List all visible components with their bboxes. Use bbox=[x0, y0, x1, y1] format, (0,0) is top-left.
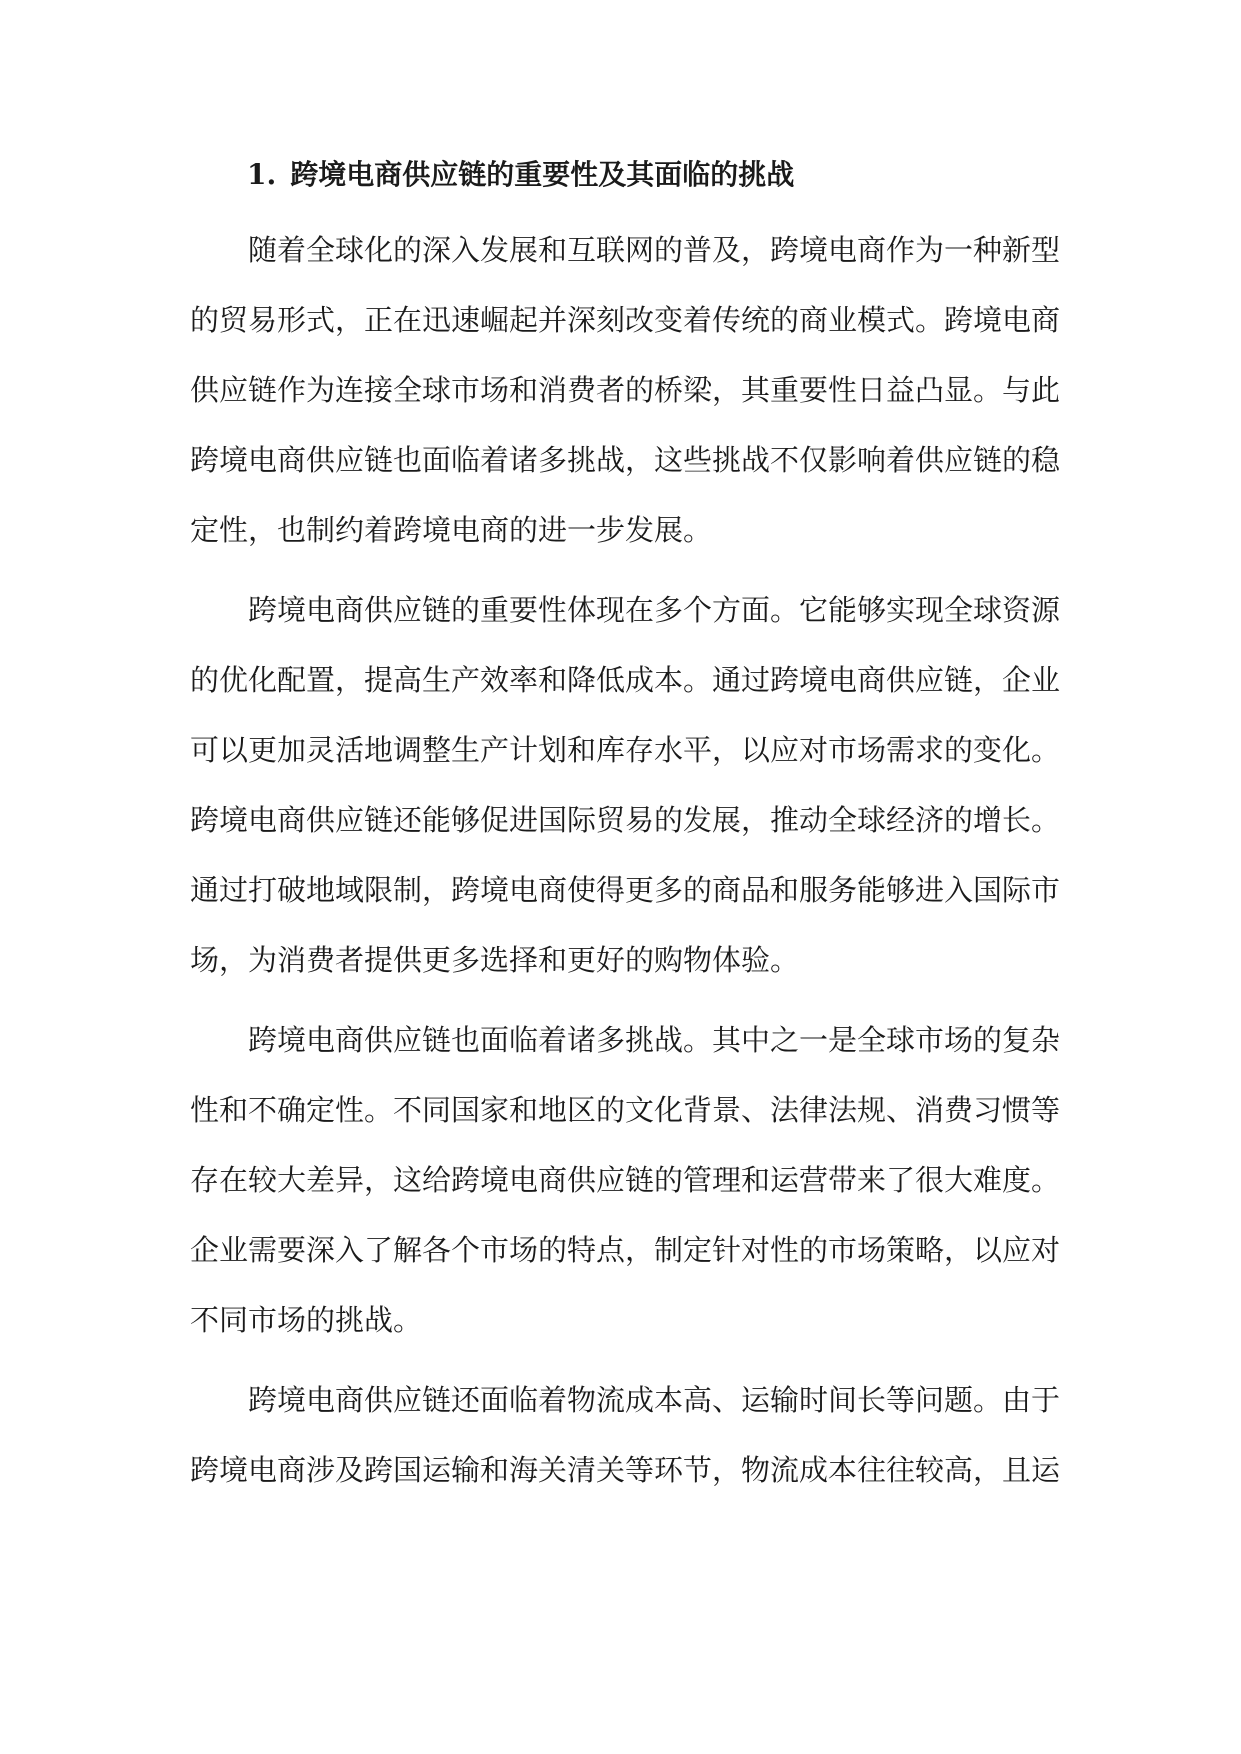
paragraph-line: 通过打破地域限制，跨境电商使得更多的商品和服务能够进入国际市 bbox=[190, 873, 1060, 907]
section-heading bbox=[190, 145, 1060, 205]
paragraph-3 bbox=[190, 1005, 1060, 1355]
paragraph-line: 可以更加灵活地调整生产计划和库存水平，以应对市场需求的变化。 bbox=[190, 733, 1060, 767]
paragraph-line: 不同市场的挑战。 bbox=[190, 1303, 423, 1337]
paragraph-line: 企业需要深入了解各个市场的特点，制定针对性的市场策略，以应对 bbox=[190, 1233, 1060, 1267]
paragraph-2 bbox=[190, 575, 1060, 995]
paragraph-1 bbox=[190, 215, 1060, 565]
section-number: 1. bbox=[247, 158, 277, 191]
paragraph-line: 跨境电商涉及跨国运输和海关清关等环节，物流成本往往较高，且运 bbox=[190, 1453, 1060, 1487]
paragraph-line: 随着全球化的深入发展和互联网的普及，跨境电商作为一种新型 bbox=[248, 233, 1060, 267]
paragraph-line: 场，为消费者提供更多选择和更好的购物体验。 bbox=[190, 943, 800, 977]
paragraph-line: 性和不确定性。不同国家和地区的文化背景、法律法规、消费习惯等 bbox=[190, 1093, 1060, 1127]
paragraph-line: 定性，也制约着跨境电商的进一步发展。 bbox=[190, 513, 713, 547]
document-body bbox=[190, 145, 1060, 1505]
paragraph-line: 的优化配置，提高生产效率和降低成本。通过跨境电商供应链，企业 bbox=[190, 663, 1060, 697]
paragraph-line: 跨境电商供应链也面临着诸多挑战。其中之一是全球市场的复杂 bbox=[248, 1023, 1060, 1057]
paragraph-line: 跨境电商供应链还能够促进国际贸易的发展，推动全球经济的增长。 bbox=[190, 803, 1060, 837]
paragraph-line: 存在较大差异，这给跨境电商供应链的管理和运营带来了很大难度。 bbox=[190, 1163, 1060, 1197]
paragraph-line: 供应链作为连接全球市场和消费者的桥梁，其重要性日益凸显。与此 bbox=[190, 373, 1060, 407]
paragraph-line: 跨境电商供应链的重要性体现在多个方面。它能够实现全球资源 bbox=[248, 593, 1060, 627]
paragraph-line: 跨境电商供应链还面临着物流成本高、运输时间长等问题。由于 bbox=[248, 1383, 1060, 1417]
paragraph-4 bbox=[190, 1365, 1060, 1505]
paragraph-line: 跨境电商供应链也面临着诸多挑战，这些挑战不仅影响着供应链的稳 bbox=[190, 443, 1060, 477]
paragraph-line: 的贸易形式，正在迅速崛起并深刻改变着传统的商业模式。跨境电商 bbox=[190, 303, 1060, 337]
section-title: 跨境电商供应链的重要性及其面临的挑战 bbox=[290, 158, 795, 191]
